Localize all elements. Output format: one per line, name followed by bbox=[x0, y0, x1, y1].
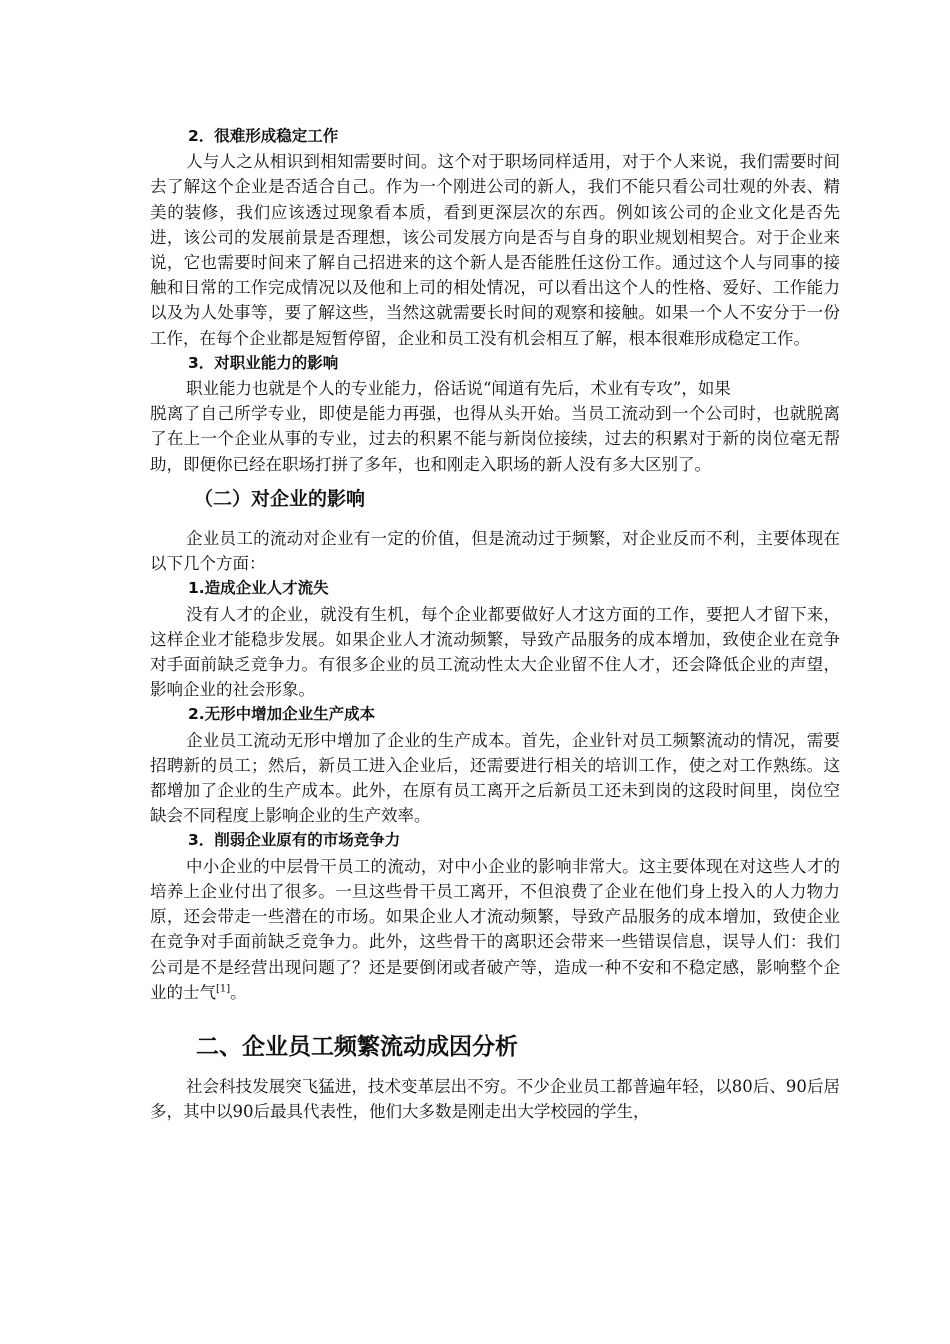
paragraph bbox=[150, 854, 840, 1005]
paragraph-text: 中小企业的中层骨干员工的流动，对中小企业的影响非常大。这主要体现在对这些人才的培养上企业付出了很多。一旦这些骨干员工离开，不但浪费了企业在他们身上投入的人力物力原，还会带走一些潜在的市场。如果企业人才流动频繁，导致产品服务的成本增加，致使企业在竞争对手面前缺乏竞争力。此外，这些骨干的离职还会带来一些错误信息，误导人们：我们公司是不是经营出现问题了？还是要倒闭或者破产等，造成一种不安和不稳定感，影响整个企业的士气 bbox=[150, 856, 840, 1002]
paragraph: 社会科技发展突飞猛进，技术变革层出不穷。不少企业员工都普遍年轻，以80后、90后居多，其中以90后最具代表性，他们大多数是刚走出大学校园的学生， bbox=[150, 1077, 840, 1122]
chapter-heading: 二、企业员工频繁流动成因分析 bbox=[196, 1033, 518, 1060]
paragraph: 脱离了自己所学专业，即使是能力再强，也得从头开始。当员工流动到一个公司时，也就脱离了在上一个企业从事的专业，过去的积累不能与新岗位接续，过去的积累对于新的岗位毫无帮助，即便你已经在职场打拼了多年，也和刚走入职场的新人没有多大区别了。 bbox=[150, 404, 840, 474]
section-title: 2．很难形成稳定工作 bbox=[188, 127, 339, 145]
paragraph: 企业员工的流动对企业有一定的价值，但是流动过于频繁，对企业反而不利，主要体现在以下几个方面： bbox=[150, 529, 840, 574]
section-title: 1.造成企业人才流失 bbox=[188, 579, 329, 598]
section-title: 3．削弱企业原有的市场竞争力 bbox=[188, 831, 401, 850]
paragraph: 人与人之从相识到相知需要时间。这个对于职场同样适用，对于个人来说，我们需要时间去了解这个企业是否适合自己。作为一个刚进公司的新人，我们不能只看公司壮观的外表、精美的装修，我们应该透过现象看本质，看到更深层次的东西。例如该公司的企业文化是否先进，该公司的发展前景是否理想，该公司发展方向是否与自身的职业规划相契合。对于企业来说，它也需要时间来了解自己招进来的这个新人是否能胜任这份工作。通过这个人与同事的接触和日常的工作完成情况以及他和上司的相处情况，可以看出这个人的性格、爱好、工作能力以及为人处事等，要了解这些，当然这就需要长时间的观察和接触。如果一个人不安分于一份工作，在每个企业都是短暂停留，企业和员工没有机会相互了解，根本很难形成稳定工作。 bbox=[150, 152, 840, 348]
paragraph-end: 。 bbox=[230, 982, 247, 1002]
citation-marker[interactable]: [1] bbox=[216, 983, 231, 995]
paragraph: 没有人才的企业，就没有生机，每个企业都要做好人才这方面的工作，要把人才留下来，这样企业才能稳步发展。如果企业人才流动频繁，导致产品服务的成本增加，致使企业在竞争对手面前缺乏竞争力。有很多企业的员工流动性太大企业留不住人才，还会降低企业的声望，影响企业的社会形象。 bbox=[150, 604, 840, 700]
section-title: 2.无形中增加企业生产成本 bbox=[188, 705, 376, 724]
paragraph: 职业能力也就是个人的专业能力，俗话说“闻道有先后，术业有专攻”，如果 bbox=[186, 379, 731, 399]
paragraph: 企业员工流动无形中增加了企业的生产成本。首先，企业针对员工频繁流动的情况，需要招聘新的员工；然后，新员工进入企业后，还需要进行相关的培训工作，使之对工作熟练。这都增加了企业的生产成本。此外，在原有员工离开之后新员工还未到岗的这段时间里，岗位空缺会不同程度上影响企业的生产效率。 bbox=[150, 730, 840, 826]
subheading: （二）对企业的影响 bbox=[194, 487, 366, 510]
section-title: 3．对职业能力的影响 bbox=[188, 353, 339, 372]
document-body bbox=[150, 124, 840, 1125]
